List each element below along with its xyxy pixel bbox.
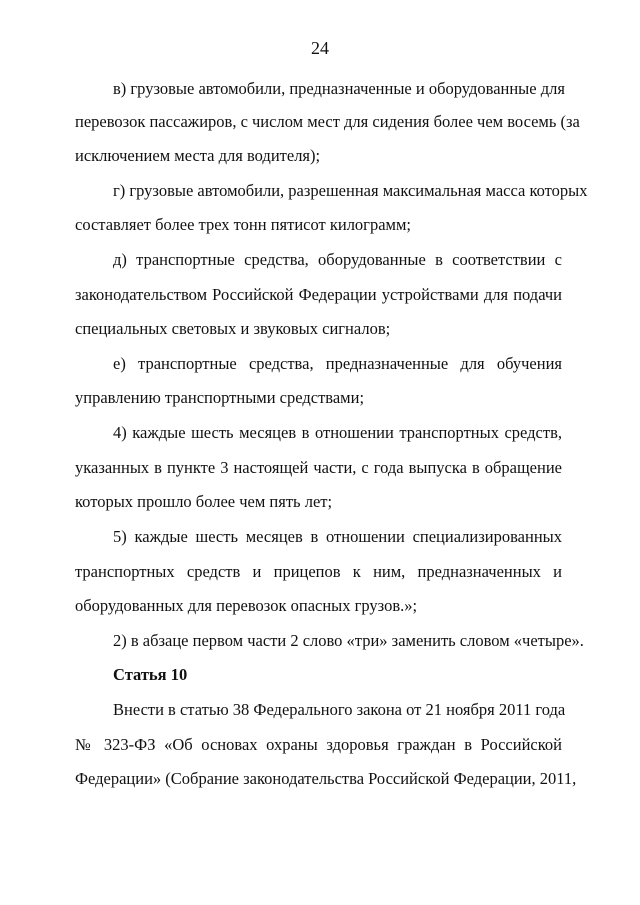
text-line: указанных в пункте 3 настоящей части, с года выпуска в обращение — [75, 458, 562, 477]
text-line: 5) каждые шесть месяцев в отношении специализированных — [113, 527, 562, 546]
text-line: управлению транспортными средствами; — [75, 388, 365, 407]
text-line: в) грузовые автомобили, предназначенные и оборудованные для — [113, 79, 565, 98]
text-line: г) грузовые автомобили, разрешенная максимальная масса которых — [113, 181, 588, 200]
article-heading: Статья 10 — [113, 665, 188, 684]
text-line: законодательством Российской Федерации устройствами для подачи — [75, 285, 562, 304]
text-line: е) транспортные средства, предназначенные для обучения — [113, 354, 562, 373]
text-line: транспортных средств и прицепов к ним, предназначенных и — [75, 562, 562, 581]
text-line: 2) в абзаце первом части 2 слово «три» заменить словом «четыре». — [113, 631, 584, 650]
text-line: перевозок пассажиров, с числом мест для сидения более чем восемь (за — [75, 112, 580, 131]
text-line: составляет более трех тонн пятисот килограмм; — [75, 215, 411, 234]
text-line: 4) каждые шесть месяцев в отношении транспортных средств, — [113, 423, 562, 442]
text-line: д) транспортные средства, оборудованные в соответствии с — [113, 250, 562, 269]
text-line: Федерации» (Собрание законодательства Российской Федерации, 2011, — [75, 769, 577, 788]
text-line: исключением места для водителя); — [75, 146, 321, 165]
text-line: специальных световых и звуковых сигналов; — [75, 319, 391, 338]
text-line: которых прошло более чем пять лет; — [75, 492, 333, 511]
text-line: оборудованных для перевозок опасных грузов.»; — [75, 596, 418, 615]
text-line: Внести в статью 38 Федерального закона от 21 ноября 2011 года — [113, 700, 566, 719]
page-number: 24 — [311, 38, 329, 58]
text-line: № 323-ФЗ «Об основах охраны здоровья граждан в Российской — [75, 735, 562, 754]
